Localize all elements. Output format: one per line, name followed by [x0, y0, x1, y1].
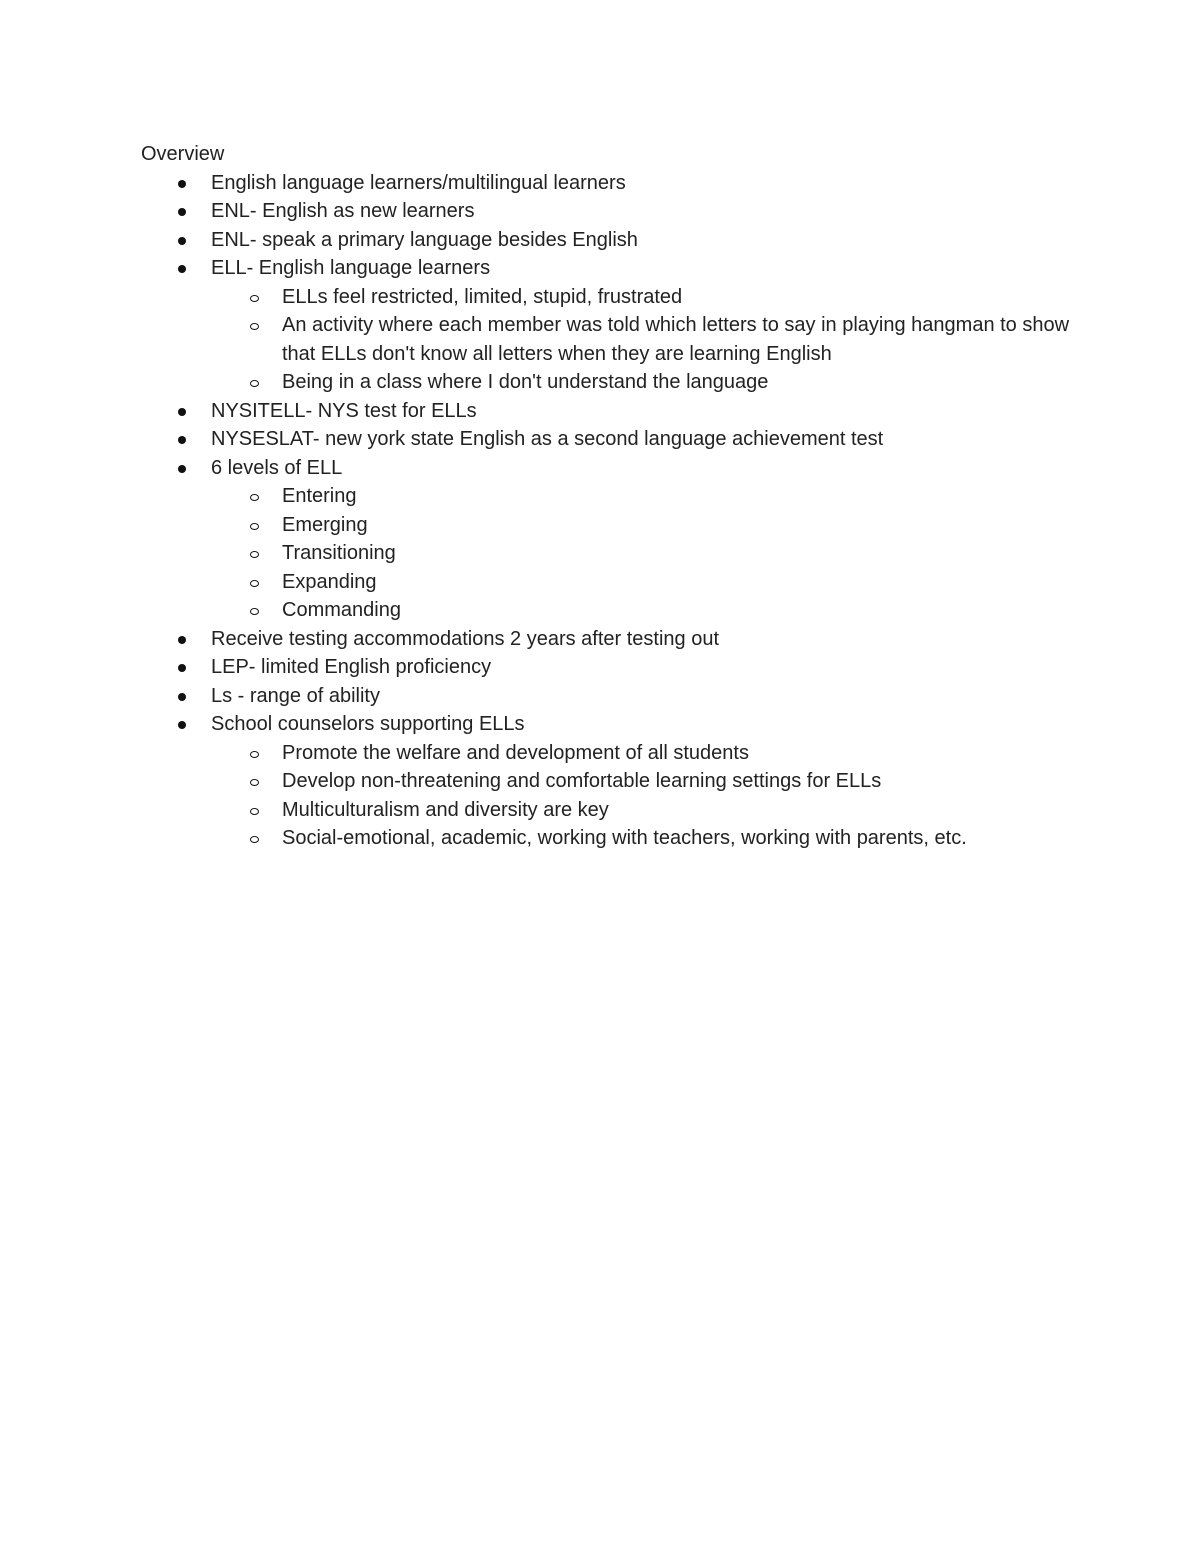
filled-bullet-icon: [178, 265, 186, 273]
list-item-text: Ls - range of ability: [211, 684, 380, 707]
hollow-bullet-icon: [250, 523, 259, 530]
hollow-bullet-icon: [250, 779, 259, 786]
filled-bullet-icon: [178, 636, 186, 644]
sub-list-item: [211, 511, 1101, 540]
list-item-text: NYSITELL- NYS test for ELLs: [211, 399, 477, 422]
sub-list-item-text: Promote the welfare and development of all students: [282, 741, 749, 764]
sub-list-item-text: Entering: [282, 485, 357, 507]
filled-bullet-icon: [178, 237, 186, 245]
hollow-bullet-icon: [250, 380, 259, 387]
outline-list: [141, 169, 1101, 853]
sub-list-item: [211, 796, 1101, 825]
list-item-text: English language learners/multilingual learners: [211, 171, 626, 194]
filled-bullet-icon: [178, 436, 186, 444]
sub-list-item: [211, 596, 1101, 625]
list-item: [141, 625, 1101, 654]
list-item: [141, 653, 1101, 682]
list-item-text: Receive testing accommodations 2 years after testing out: [211, 627, 720, 650]
sub-list-item-text: Transitioning: [282, 542, 396, 564]
sub-list-item: [211, 739, 1101, 768]
sub-list-item: [211, 482, 1101, 511]
list-item-text: 6 levels of ELL: [211, 456, 343, 479]
list-item: [141, 682, 1101, 711]
list-item-text: ELL- English language learners: [211, 257, 491, 279]
sub-list-item: [211, 568, 1101, 597]
sub-list-item: [211, 368, 1101, 397]
hollow-bullet-icon: [250, 608, 259, 615]
document-heading: Overview: [141, 143, 225, 165]
hollow-bullet-icon: [250, 836, 259, 843]
filled-bullet-icon: [178, 721, 186, 729]
hollow-bullet-icon: [250, 295, 259, 302]
sub-list-item: [211, 311, 1101, 368]
list-item: [141, 425, 1101, 454]
sub-list-item-text: Emerging: [282, 513, 368, 536]
filled-bullet-icon: [178, 408, 186, 416]
list-item: [141, 254, 1101, 397]
sub-list-item-text: Being in a class where I don't understand the language: [282, 371, 769, 393]
sub-list: [211, 482, 1101, 625]
hollow-bullet-icon: [250, 751, 259, 758]
sub-list-item: [211, 824, 1101, 853]
list-item-text: ENL- speak a primary language besides English: [211, 228, 638, 251]
sub-list-item-text: Social-emotional, academic, working with teachers, working with parents, etc.: [282, 827, 967, 849]
sub-list-item-text: Develop non-threatening and comfortable learning settings for ELLs: [282, 770, 882, 792]
hollow-bullet-icon: [250, 580, 259, 587]
list-item: [141, 226, 1101, 255]
document-body: [141, 140, 1101, 853]
list-item-text: NYSESLAT- new york state English as a second language achievement test: [211, 428, 884, 450]
hollow-bullet-icon: [250, 323, 259, 330]
list-item-text: School counselors supporting ELLs: [211, 713, 525, 735]
hollow-bullet-icon: [250, 494, 259, 501]
filled-bullet-icon: [178, 664, 186, 672]
list-item: [141, 454, 1101, 625]
filled-bullet-icon: [178, 693, 186, 701]
sub-list-item-text: Expanding: [282, 570, 377, 593]
list-item: [141, 397, 1101, 426]
list-item-text: LEP- limited English proficiency: [211, 656, 492, 678]
sub-list-item: [211, 283, 1101, 312]
filled-bullet-icon: [178, 465, 186, 473]
sub-list-item-text: Multiculturalism and diversity are key: [282, 798, 609, 821]
sub-list-item-text: Commanding: [282, 599, 401, 621]
sub-list-item: [211, 767, 1101, 796]
list-item: [141, 197, 1101, 226]
sub-list-item-text: An activity where each member was told which letters to say in playing hangman to show that ELLs don't know all letters when they are learning English: [282, 314, 1070, 365]
sub-list-item-text: ELLs feel restricted, limited, stupid, frustrated: [282, 285, 683, 308]
filled-bullet-icon: [178, 180, 186, 188]
list-item: [141, 710, 1101, 853]
sub-list: [211, 283, 1101, 397]
list-item-text: ENL- English as new learners: [211, 200, 475, 222]
hollow-bullet-icon: [250, 808, 259, 815]
sub-list-item: [211, 539, 1101, 568]
hollow-bullet-icon: [250, 551, 259, 558]
filled-bullet-icon: [178, 208, 186, 216]
sub-list: [211, 739, 1101, 853]
list-item: [141, 169, 1101, 198]
